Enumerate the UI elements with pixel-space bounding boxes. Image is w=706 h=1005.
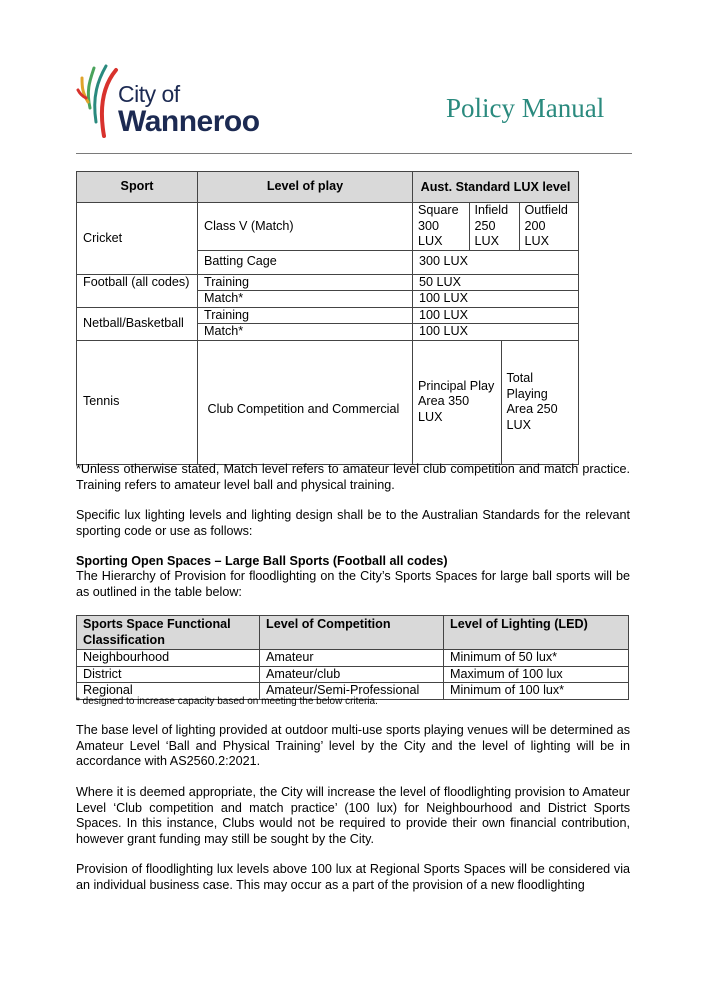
hierarchy-table	[76, 615, 629, 700]
table-header-row	[77, 172, 579, 203]
cricket-batting-cell: Batting Cage	[198, 250, 413, 274]
header-level-of-play: Level of play	[198, 172, 413, 203]
header-lighting: Level of Lighting (LED)	[444, 616, 629, 650]
classification-cell: Regional	[77, 683, 260, 700]
regional-lighting-paragraph: Provision of floodlighting lux levels above 100 lux at Regional Sports Spaces will be considered via an individual business case. This may occur as a part of the provision of a new floodlighting	[76, 862, 630, 892]
cricket-sport-cell: Cricket	[77, 203, 198, 275]
football-match-lux: 100 LUX	[413, 291, 579, 308]
tennis-lux-cell	[413, 340, 579, 464]
tennis-principal-lux: Principal Play Area 350 LUX	[418, 378, 495, 424]
football-sport-cell: Football (all codes)	[77, 274, 198, 307]
lighting-cell: Maximum of 100 lux	[444, 666, 629, 683]
header-classification: Sports Space Functional Classification	[77, 616, 260, 650]
table-row	[77, 307, 579, 324]
city-logo	[76, 62, 286, 142]
logo-text-city-of: City of	[118, 81, 180, 107]
table-row	[77, 274, 579, 291]
cricket-lux-subtable	[413, 203, 578, 250]
lux-standards-paragraph: Specific lux lighting levels and lighting design shall be to the Australian Standards for the relevant sporting code or use as follows:	[76, 508, 630, 538]
football-training-lux: 50 LUX	[413, 274, 579, 291]
header-competition: Level of Competition	[260, 616, 444, 650]
lighting-cell: Minimum of 50 lux*	[444, 650, 629, 667]
table-footnote: * designed to increase capacity based on meeting the below criteria.	[76, 696, 378, 707]
table-header-row	[77, 616, 629, 650]
classification-cell: District	[77, 666, 260, 683]
hierarchy-intro-paragraph: The Hierarchy of Provision for floodlighting on the City’s Sports Spaces for large ball sports will be as outlined in the table below:	[76, 569, 630, 599]
football-training-cell: Training	[198, 274, 413, 291]
base-lighting-paragraph: The base level of lighting provided at outdoor multi-use sports playing venues will be determined as Amateur Level ‘Ball and Physical Training’ level by the City and the level of lighting will be in accordance with AS2560.2:2021.	[76, 723, 630, 768]
section-heading: Sporting Open Spaces – Large Ball Sports (Football all codes)	[76, 554, 448, 568]
lux-level-table	[76, 171, 579, 465]
header-sport: Sport	[77, 172, 198, 203]
tennis-level-cell	[198, 340, 413, 464]
header-lux-level: Aust. Standard LUX level	[413, 172, 579, 203]
netball-sport-cell: Netball/Basketball	[77, 307, 198, 340]
lighting-cell: Minimum of 100 lux*	[444, 683, 629, 700]
tennis-lux-subtable	[413, 341, 578, 464]
football-match-cell: Match*	[198, 291, 413, 308]
competition-cell: Amateur	[260, 650, 444, 667]
header-divider	[76, 153, 632, 154]
netball-match-lux: 100 LUX	[413, 324, 579, 341]
cricket-batting-lux: 300 LUX	[413, 250, 579, 274]
netball-training-lux: 100 LUX	[413, 307, 579, 324]
logo-text-wanneroo: Wanneroo	[118, 105, 260, 138]
tennis-sport-cell: Tennis	[77, 340, 198, 464]
table-row	[77, 203, 579, 251]
city-logo-mark-icon	[76, 62, 124, 138]
cricket-outfield-lux: Outfield 200 LUX	[519, 203, 578, 250]
table-row	[77, 650, 629, 667]
cricket-infield-lux: Infield 250 LUX	[469, 203, 519, 250]
match-level-note: *Unless otherwise stated, Match level refers to amateur level club competition and match practice. Training refers to amateur level ball and physical training.	[76, 462, 630, 492]
netball-training-cell: Training	[198, 307, 413, 324]
increase-lighting-paragraph: Where it is deemed appropriate, the City will increase the level of floodlighting provision to Amateur Level ‘Club competition and match practice’ (100 lux) for Neighbourhood and District Sports Spaces. In this instance, Clubs would not be required to provide their own financial contribution, however grant funding may still be sought by the City.	[76, 785, 630, 846]
page-title: Policy Manual	[446, 93, 605, 123]
tennis-total-lux: Total Playing Area 250 LUX	[501, 341, 578, 464]
table-row	[77, 666, 629, 683]
netball-match-cell: Match*	[198, 324, 413, 341]
cricket-lux-cell	[413, 203, 579, 251]
tennis-level-text: Club Competition and Commercial	[207, 402, 400, 417]
table-row	[77, 340, 579, 464]
cricket-square-lux: Square 300 LUX	[418, 203, 459, 248]
cricket-class-cell: Class V (Match)	[198, 203, 413, 251]
classification-cell: Neighbourhood	[77, 650, 260, 667]
competition-cell: Amateur/Semi-Professional	[260, 683, 444, 700]
competition-cell: Amateur/club	[260, 666, 444, 683]
